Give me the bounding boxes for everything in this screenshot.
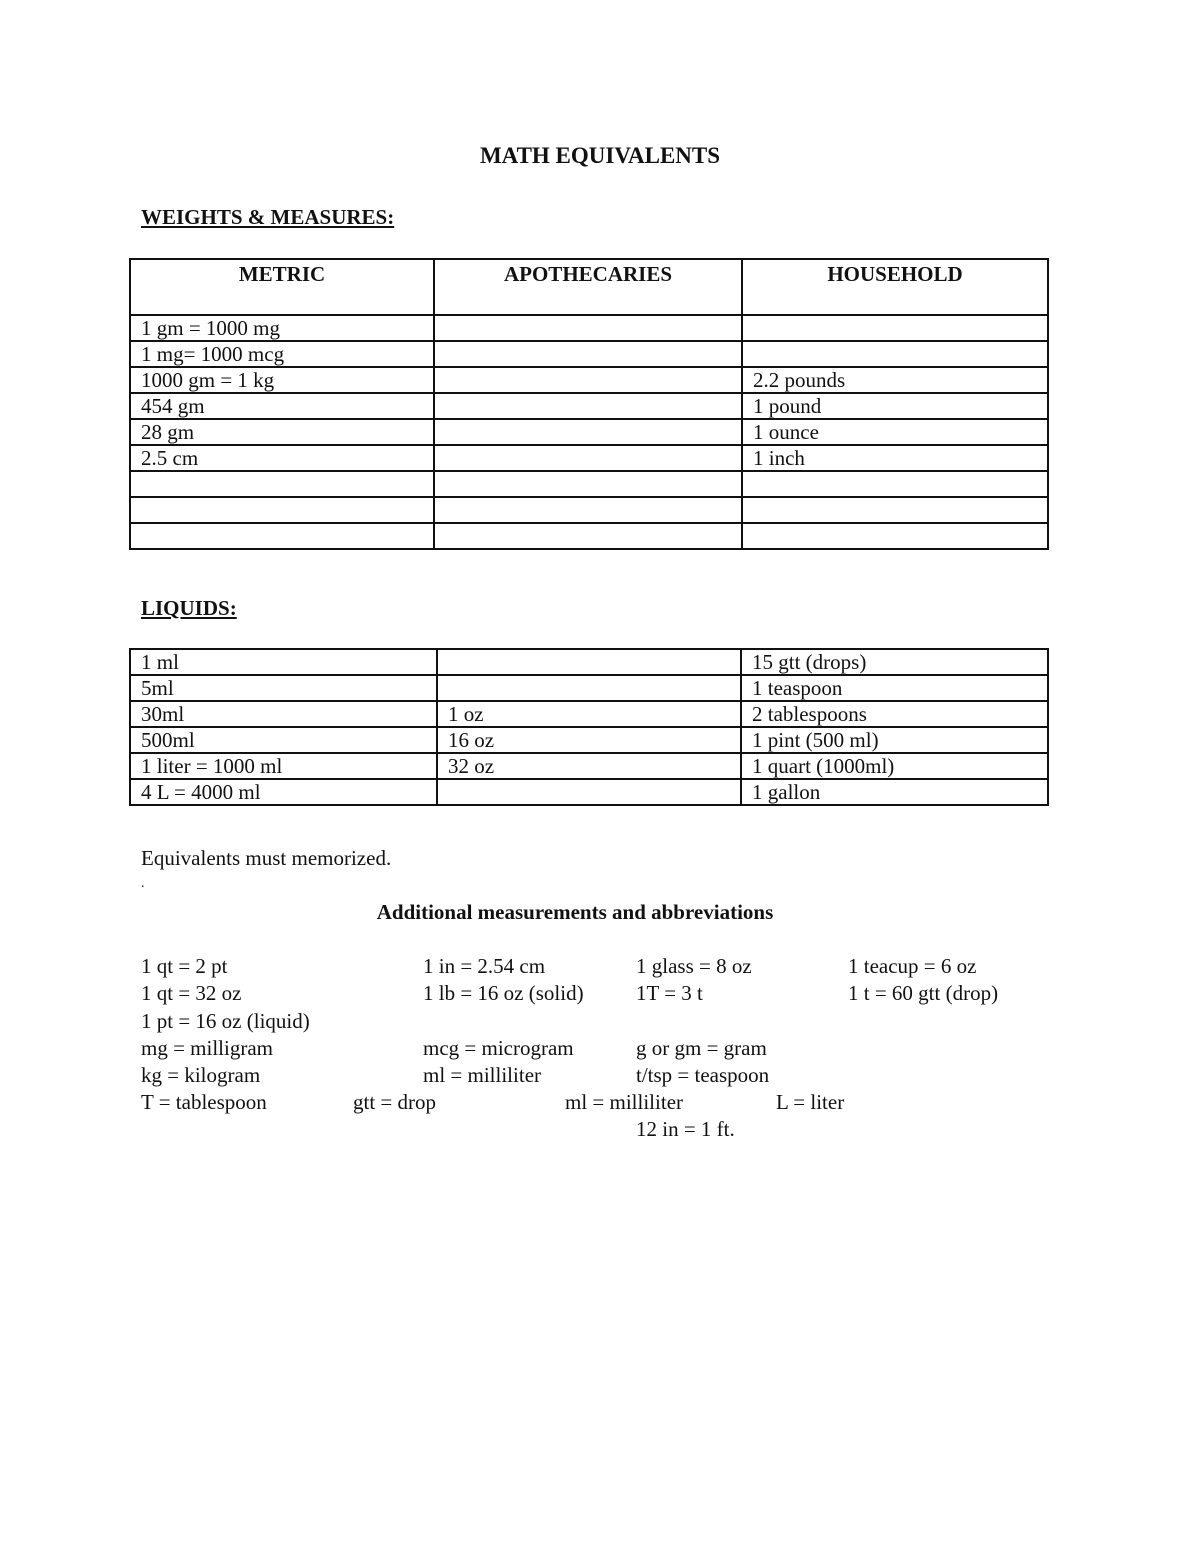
table-row <box>130 649 1048 675</box>
table-row <box>130 701 1048 727</box>
table-cell <box>434 497 742 523</box>
weights-measures-table <box>129 258 1049 550</box>
table-row <box>130 471 1048 497</box>
list-item: 1 teacup = 6 oz <box>848 954 977 978</box>
table-row <box>130 393 1048 419</box>
table-cell <box>434 315 742 341</box>
table-cell: 4 L = 4000 ml <box>130 779 437 805</box>
liquids-table <box>129 648 1049 806</box>
table-row <box>130 779 1048 805</box>
table-cell <box>434 445 742 471</box>
list-item: 1 in = 2.54 cm <box>423 954 546 978</box>
liquids-heading: LIQUIDS: <box>141 596 237 620</box>
table-cell <box>130 523 434 549</box>
additional-heading: Additional measurements and abbreviations <box>376 900 774 924</box>
header-metric: METRIC <box>130 259 434 315</box>
weights-measures-heading: WEIGHTS & MEASURES: <box>141 205 395 229</box>
list-item: ml = milliliter <box>565 1090 684 1114</box>
header-household: HOUSEHOLD <box>742 259 1048 315</box>
table-cell: 16 oz <box>437 727 741 753</box>
table-cell <box>434 341 742 367</box>
table-row <box>130 367 1048 393</box>
list-item: 1 t = 60 gtt (drop) <box>848 981 999 1005</box>
list-item: 1 pt = 16 oz (liquid) <box>141 1009 310 1033</box>
table-cell: 1 ounce <box>742 419 1048 445</box>
table-row <box>130 675 1048 701</box>
table-row <box>130 727 1048 753</box>
table-cell: 1 teaspoon <box>741 675 1048 701</box>
header-apothecaries: APOTHECARIES <box>434 259 742 315</box>
table-cell: 1000 gm = 1 kg <box>130 367 434 393</box>
table-cell: 32 oz <box>437 753 741 779</box>
table-row <box>130 523 1048 549</box>
list-item: ml = milliliter <box>423 1063 542 1087</box>
list-item: T = tablespoon <box>141 1090 267 1114</box>
table-cell: 1 quart (1000ml) <box>741 753 1048 779</box>
list-item: mcg = microgram <box>423 1036 574 1060</box>
table-cell: 1 pound <box>742 393 1048 419</box>
table-cell <box>434 471 742 497</box>
list-item: L = liter <box>776 1090 845 1114</box>
stray-dot: . <box>141 876 145 891</box>
table-header-row <box>130 259 1048 315</box>
table-cell: 2 tablespoons <box>741 701 1048 727</box>
memorize-note: Equivalents must memorized. <box>141 846 392 870</box>
table-cell <box>437 675 741 701</box>
table-cell <box>434 523 742 549</box>
table-cell: 1 pint (500 ml) <box>741 727 1048 753</box>
list-item: g or gm = gram <box>636 1036 767 1060</box>
table-cell: 1 gallon <box>741 779 1048 805</box>
table-cell: 2.2 pounds <box>742 367 1048 393</box>
table-cell: 28 gm <box>130 419 434 445</box>
table-cell <box>742 315 1048 341</box>
table-cell: 1 ml <box>130 649 437 675</box>
table-cell <box>742 497 1048 523</box>
table-cell <box>742 523 1048 549</box>
table-cell: 30ml <box>130 701 437 727</box>
table-cell: 1 mg= 1000 mcg <box>130 341 434 367</box>
table-row <box>130 419 1048 445</box>
page-title: MATH EQUIVALENTS <box>479 143 721 168</box>
list-item: mg = milligram <box>141 1036 273 1060</box>
table-cell <box>130 497 434 523</box>
table-cell: 454 gm <box>130 393 434 419</box>
table-row <box>130 341 1048 367</box>
table-cell: 500ml <box>130 727 437 753</box>
table-cell: 1 gm = 1000 mg <box>130 315 434 341</box>
table-row <box>130 315 1048 341</box>
list-item: 1 qt = 32 oz <box>141 981 242 1005</box>
table-cell <box>130 471 434 497</box>
table-cell: 1 inch <box>742 445 1048 471</box>
list-item: 1 lb = 16 oz (solid) <box>423 981 584 1005</box>
list-item: 1T = 3 t <box>636 981 703 1005</box>
table-row <box>130 753 1048 779</box>
table-cell: 5ml <box>130 675 437 701</box>
table-row <box>130 497 1048 523</box>
table-cell <box>742 341 1048 367</box>
list-item: t/tsp = teaspoon <box>636 1063 770 1087</box>
table-cell: 15 gtt (drops) <box>741 649 1048 675</box>
table-cell <box>437 649 741 675</box>
table-cell <box>434 367 742 393</box>
table-cell: 1 oz <box>437 701 741 727</box>
table-cell <box>742 471 1048 497</box>
list-item: kg = kilogram <box>141 1063 261 1087</box>
table-row <box>130 445 1048 471</box>
list-item: gtt = drop <box>353 1090 437 1114</box>
table-cell <box>434 419 742 445</box>
list-item: 1 qt = 2 pt <box>141 954 228 978</box>
table-cell <box>437 779 741 805</box>
list-item: 12 in = 1 ft. <box>636 1117 735 1141</box>
list-item: 1 glass = 8 oz <box>636 954 752 978</box>
table-cell <box>434 393 742 419</box>
table-cell: 1 liter = 1000 ml <box>130 753 437 779</box>
table-cell: 2.5 cm <box>130 445 434 471</box>
